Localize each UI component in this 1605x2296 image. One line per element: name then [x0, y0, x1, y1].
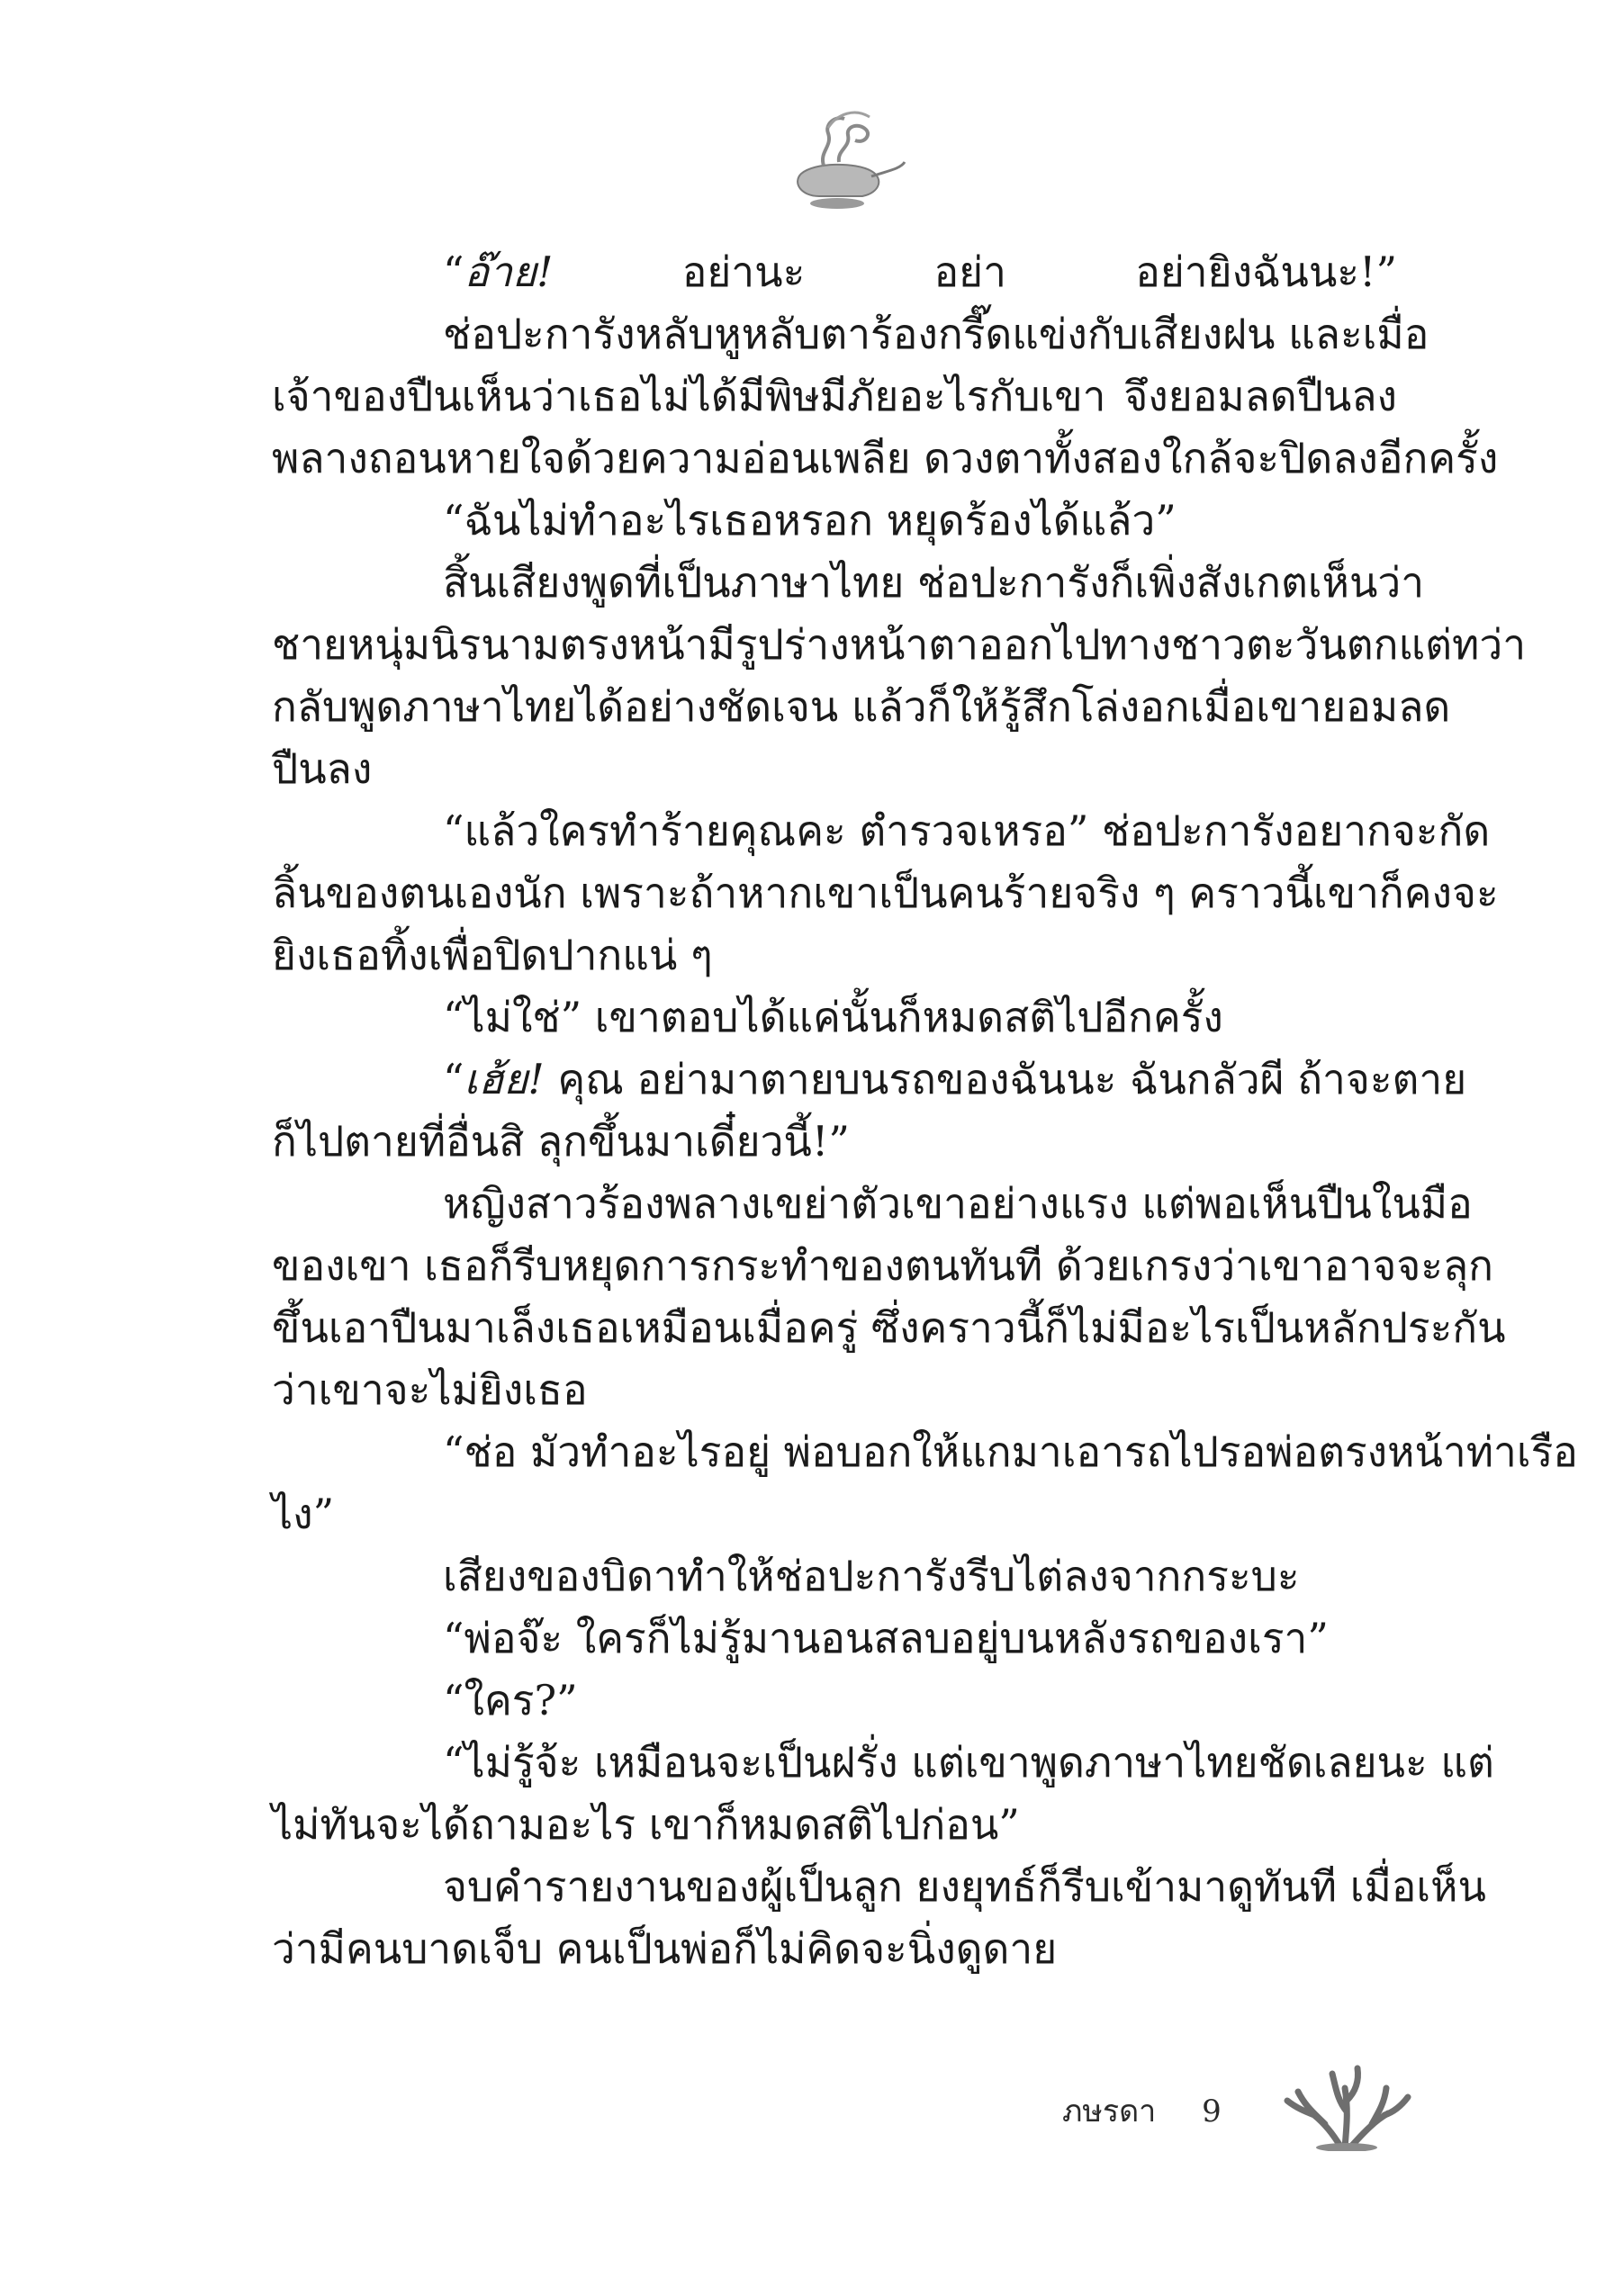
- text-segment: ไง”: [272, 1490, 335, 1538]
- text-line: [272, 1421, 1578, 1483]
- italic-exclamation: เฮ้ย!: [464, 1055, 545, 1103]
- coral-icon: [1278, 2061, 1413, 2151]
- text-segment: ชายหนุ่มนิรนามตรงหน้ามีรูปร่างหน้าตาออกไปทางชาวตะวันตกแต่ทว่า: [272, 620, 1527, 669]
- text-line: [272, 800, 1491, 862]
- text-segment: ว่ามีคนบาดเจ็บ คนเป็นพ่อก็ไม่คิดจะนิ่งดูดาย: [272, 1924, 1058, 1973]
- text-segment: “ไม่รู้จ้ะ เหมือนจะเป็นฝรั่ง แต่เขาพูดภาษาไทยชัดเลยนะ แต่: [443, 1738, 1494, 1787]
- italic-exclamation: อ๊าย!: [464, 248, 554, 296]
- text-segment: ของเขา เธอก็รีบหยุดการกระทำของตนทันที ด้วยเกรงว่าเขาอาจจะลุก: [272, 1241, 1494, 1290]
- text-segment: จบคำรายงานของผู้เป็นลูก ยงยุทธ์ก็รีบเข้ามาดูทันที เมื่อเห็น: [443, 1862, 1486, 1911]
- text-line: [272, 428, 1499, 490]
- text-segment: ขึ้นเอาปืนมาเล็งเธอเหมือนเมื่อครู่ ซึ่งคราวนี้ก็ไม่มีอะไรเป็นหลักประกัน: [272, 1303, 1506, 1352]
- text-line: [272, 490, 1397, 552]
- text-segment: “ฉันไม่ทำอะไรเธอหรอก หยุดร้องได้แล้ว”: [443, 496, 1177, 545]
- text-line: [272, 241, 1397, 303]
- teapot-steam-icon: [765, 106, 909, 232]
- chapter-body-text: [272, 241, 1578, 1980]
- text-segment: คุณ อย่ามาตายบนรถของฉันนะ ฉันกลัวผี ถ้าจะตาย: [544, 1055, 1467, 1103]
- running-title: ภษรดา: [1062, 2093, 1157, 2129]
- text-line: [272, 862, 1499, 924]
- text-segment: “: [443, 1055, 464, 1103]
- text-line: [272, 1545, 1397, 1607]
- text-segment: ลิ้นของตนเองนัก เพราะถ้าหากเขาเป็นคนร้ายจริง ๆ คราวนี้เขาก็คงจะ: [272, 869, 1499, 917]
- text-line: [272, 1483, 1397, 1545]
- text-segment: หญิงสาวร้องพลางเขย่าตัวเขาอย่างแรง แต่พอเห็นปืนในมือ: [443, 1179, 1473, 1228]
- text-segment: เสียงของบิดาทำให้ช่อปะการังรีบไต่ลงจากกระบะ: [443, 1552, 1300, 1600]
- text-line: [272, 676, 1451, 738]
- text-line: [272, 738, 1397, 800]
- text-segment: “ใคร?”: [443, 1676, 578, 1724]
- folio: [1062, 2086, 1222, 2135]
- text-line: [272, 552, 1425, 614]
- text-segment: “พ่อจ๊ะ ใครก็ไม่รู้มานอนสลบอยู่บนหลังรถของเรา”: [443, 1614, 1329, 1662]
- page-number: 9: [1202, 2093, 1222, 2129]
- text-line: [272, 1918, 1397, 1980]
- text-segment: ไม่ทันจะได้ถามอะไร เขาก็หมดสติไปก่อน”: [272, 1800, 1020, 1849]
- text-segment: ว่าเขาจะไม่ยิงเธอ: [272, 1365, 588, 1414]
- text-line: [272, 1235, 1494, 1297]
- text-line: [272, 1297, 1506, 1359]
- text-line: [272, 365, 1397, 428]
- text-segment: กลับพูดภาษาไทยได้อย่างชัดเจน แล้วก็ให้รู้สึกโล่งอกเมื่อเขายอมลด: [272, 682, 1451, 731]
- text-segment: ปืนลง: [272, 744, 373, 793]
- text-segment: ยิงเธอทิ้งเพื่อปิดปากแน่ ๆ: [272, 931, 713, 979]
- text-line: [272, 1856, 1486, 1918]
- text-line: [272, 1049, 1467, 1111]
- text-line: [272, 1607, 1397, 1670]
- text-line: [272, 1794, 1397, 1856]
- text-segment: เจ้าของปืนเห็นว่าเธอไม่ได้มีพิษมีภัยอะไรกับเขา จึงยอมลดปืนลง: [272, 372, 1397, 420]
- text-line: [272, 1670, 1397, 1732]
- text-line: [272, 1359, 1397, 1421]
- text-line: [272, 614, 1527, 676]
- text-segment: “ช่อ มัวทำอะไรอยู่ พ่อบอกให้แกมาเอารถไปรอพ่อตรงหน้าท่าเรือ: [443, 1427, 1578, 1476]
- text-line: [272, 1732, 1494, 1794]
- text-line: [272, 303, 1429, 365]
- text-segment: ช่อปะการังหลับหูหลับตาร้องกรี๊ดแข่งกับเสียงฝน และเมื่อ: [443, 310, 1429, 358]
- text-segment: “ไม่ใช่” เขาตอบได้แค่นั้นก็หมดสติไปอีกครั้ง: [443, 993, 1223, 1041]
- text-line: [272, 986, 1397, 1049]
- text-line: [272, 924, 1397, 986]
- text-segment: อย่านะ อย่า อย่ายิงฉันนะ!”: [553, 248, 1397, 296]
- text-segment: ก็ไปตายที่อื่นสิ ลุกขึ้นมาเดี๋ยวนี้!”: [272, 1117, 850, 1166]
- text-line: [272, 1173, 1473, 1235]
- page-footer: [1062, 2061, 1440, 2151]
- text-segment: “: [443, 248, 464, 296]
- text-segment: “แล้วใครทำร้ายคุณคะ ตำรวจเหรอ” ช่อปะการังอยากจะกัด: [443, 806, 1491, 855]
- text-line: [272, 1111, 1397, 1173]
- text-segment: สิ้นเสียงพูดที่เป็นภาษาไทย ช่อปะการังก็เพิ่งสังเกตเห็นว่า: [443, 558, 1425, 607]
- text-segment: พลางถอนหายใจด้วยความอ่อนเพลีย ดวงตาทั้งสองใกล้จะปิดลงอีกครั้ง: [272, 434, 1499, 482]
